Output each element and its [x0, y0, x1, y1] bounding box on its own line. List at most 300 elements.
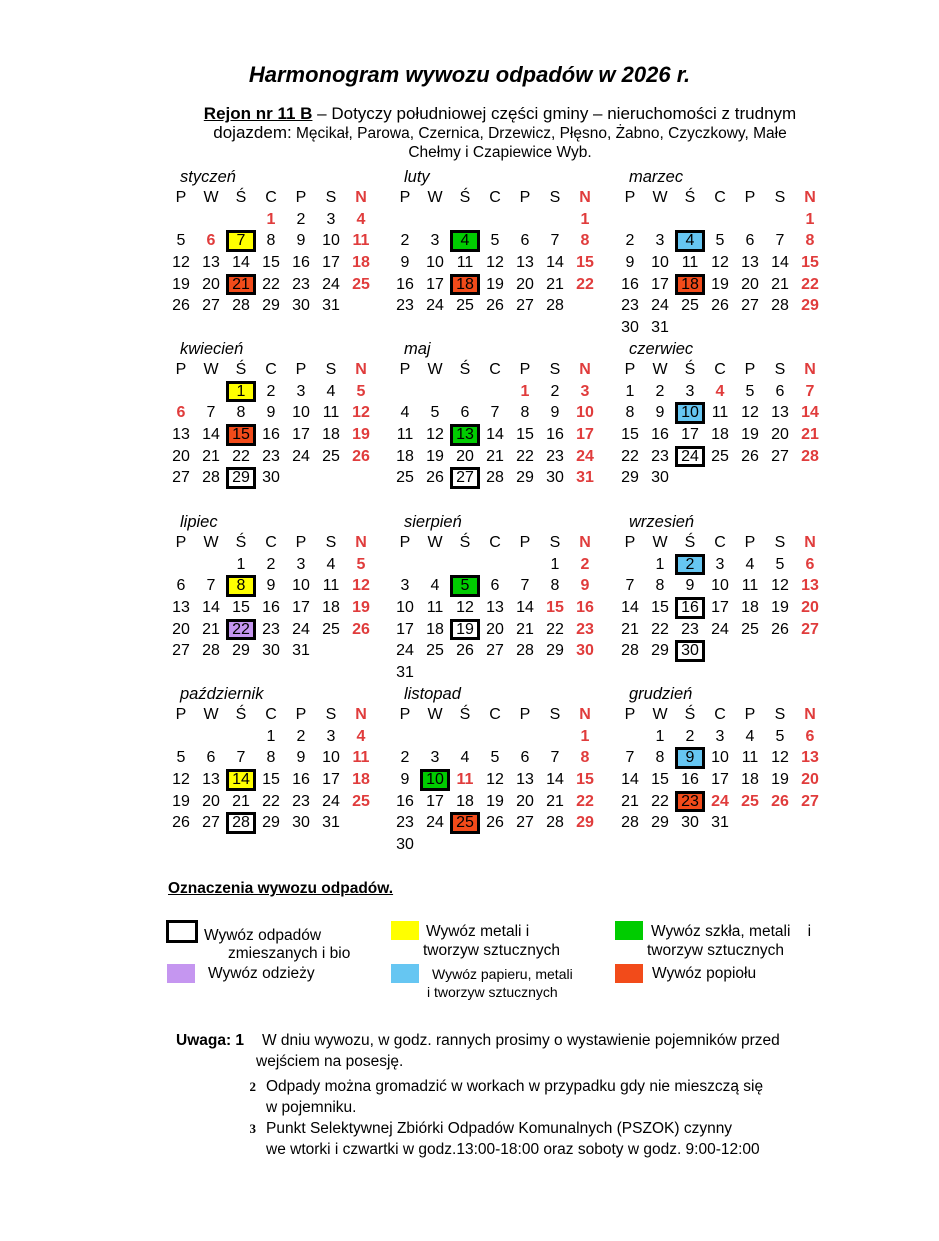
legend-swatch-mixed	[166, 920, 198, 943]
legend-ash: Wywóz popiołu	[652, 965, 757, 982]
collection-day: 29	[226, 467, 256, 489]
day-cell: 24	[292, 447, 310, 465]
day-cell: 20	[516, 275, 534, 293]
collection-day: 5	[450, 575, 480, 597]
day-cell: 27	[801, 792, 819, 810]
day-cell: 2	[685, 727, 695, 745]
day-cell: 18	[711, 426, 729, 444]
day-cell: 16	[396, 275, 414, 293]
day-cell: 19	[172, 792, 190, 810]
day-cell: 10	[292, 404, 310, 422]
weekday-header: Ś	[459, 189, 471, 206]
collection-day: 27	[450, 467, 480, 489]
weekday-header: Ś	[235, 706, 247, 723]
day-cell: 23	[576, 620, 594, 638]
day-cell: 25	[741, 620, 759, 638]
day-cell: 17	[292, 599, 310, 617]
day-cell: 25	[426, 642, 444, 660]
day-cell: 27	[202, 297, 220, 315]
day-cell: 14	[801, 404, 819, 422]
month-name: wrzesień	[629, 513, 695, 531]
day-cell: 27	[741, 297, 759, 315]
day-cell: 10	[651, 254, 669, 272]
day-cell: 28	[202, 642, 220, 660]
day-cell: 17	[322, 254, 340, 272]
legend-metal-line2: tworzyw sztucznych	[423, 942, 560, 959]
legend-metal-line1: Wywóz metali i	[426, 923, 530, 940]
weekday-header: P	[744, 361, 756, 378]
weekday-header: N	[804, 534, 816, 551]
day-cell: 3	[296, 555, 306, 573]
day-cell: 13	[771, 404, 789, 422]
empty-cell	[480, 554, 510, 576]
day-cell: 1	[655, 727, 665, 745]
empty-cell	[675, 209, 705, 231]
weekday-header: S	[549, 361, 561, 378]
day-cell: 16	[681, 771, 699, 789]
day-cell: 8	[805, 232, 815, 250]
day-cell: 26	[486, 814, 504, 832]
day-cell: 6	[206, 232, 216, 250]
collection-day: 14	[226, 769, 256, 791]
weekday-header: W	[652, 706, 668, 723]
page-title: Harmonogram wywozu odpadów w 2026 r.	[248, 62, 691, 87]
day-cell: 17	[651, 275, 669, 293]
day-cell: 20	[516, 792, 534, 810]
weekday-header: P	[744, 706, 756, 723]
day-cell: 24	[426, 297, 444, 315]
weekday-header: N	[355, 361, 367, 378]
day-cell: 26	[352, 620, 370, 638]
day-cell: 15	[262, 771, 280, 789]
day-cell: 23	[651, 447, 669, 465]
day-cell: 24	[322, 792, 340, 810]
weekday-header: P	[295, 706, 307, 723]
empty-cell	[510, 209, 540, 231]
day-cell: 24	[576, 447, 594, 465]
day-cell: 27	[516, 297, 534, 315]
day-cell: 20	[801, 599, 819, 617]
collection-day: 15	[226, 424, 256, 446]
day-cell: 29	[262, 814, 280, 832]
empty-cell	[450, 209, 480, 231]
day-cell: 19	[352, 599, 370, 617]
collection-day: 24	[675, 446, 705, 468]
day-cell: 10	[711, 577, 729, 595]
day-cell: 27	[801, 620, 819, 638]
day-cell: 12	[711, 254, 729, 272]
day-cell: 3	[715, 555, 725, 573]
day-cell: 20	[741, 275, 759, 293]
day-cell: 8	[655, 577, 665, 595]
day-cell: 30	[681, 814, 699, 832]
weekday-header: Ś	[459, 706, 471, 723]
collection-day: 2	[675, 554, 705, 576]
weekday-header: S	[549, 706, 561, 723]
month-2	[390, 167, 600, 317]
day-cell: 11	[681, 254, 699, 272]
day-cell: 17	[576, 426, 594, 444]
day-cell: 30	[262, 642, 280, 660]
day-cell: 29	[232, 642, 250, 660]
day-cell: 19	[771, 599, 789, 617]
day-cell: 16	[546, 426, 564, 444]
day-cell: 27	[771, 447, 789, 465]
day-cell: 28	[801, 447, 819, 465]
day-cell: 9	[625, 254, 635, 272]
day-cell: 31	[651, 319, 669, 337]
weekday-header: P	[295, 189, 307, 206]
day-cell: 22	[651, 620, 669, 638]
legend-swatch-ash	[615, 964, 643, 983]
empty-cell	[450, 381, 480, 403]
day-cell: 5	[775, 727, 785, 745]
day-cell: 13	[172, 426, 190, 444]
month-name: styczeń	[180, 168, 236, 186]
region-places-1: Męcikał, Parowa, Czernica, Drzewicz, Płęsno, Żabno, Czyczkowy, Małe	[291, 125, 787, 142]
weekday-header: S	[549, 534, 561, 551]
collection-day: 18	[675, 274, 705, 296]
day-cell: 17	[681, 426, 699, 444]
day-cell: 6	[775, 382, 785, 400]
day-cell: 11	[322, 404, 340, 422]
day-cell: 2	[625, 232, 635, 250]
day-cell: 15	[576, 771, 594, 789]
month-name: kwiecień	[180, 340, 244, 358]
month-name: lipiec	[180, 513, 218, 531]
day-cell: 8	[236, 404, 246, 422]
weekday-header: P	[399, 706, 411, 723]
weekday-header: S	[774, 706, 786, 723]
day-cell: 21	[202, 620, 220, 638]
empty-cell	[196, 726, 226, 748]
day-cell: 22	[621, 447, 639, 465]
day-cell: 7	[206, 404, 216, 422]
day-cell: 22	[651, 792, 669, 810]
day-cell: 10	[396, 599, 414, 617]
day-cell: 15	[232, 599, 250, 617]
month-12	[615, 684, 825, 834]
empty-cell	[480, 726, 510, 748]
day-cell: 31	[576, 469, 594, 487]
weekday-header: C	[265, 189, 277, 206]
day-cell: 8	[520, 404, 530, 422]
day-cell: 28	[232, 297, 250, 315]
day-cell: 6	[460, 404, 470, 422]
month-8	[390, 512, 600, 684]
weekday-header: S	[549, 189, 561, 206]
month-4	[166, 339, 376, 489]
day-cell: 12	[771, 577, 789, 595]
day-cell: 16	[292, 771, 310, 789]
notes	[176, 1030, 836, 1160]
weekday-header: C	[489, 706, 501, 723]
day-cell: 2	[550, 382, 560, 400]
collection-day: 21	[226, 274, 256, 296]
weekday-header: P	[399, 534, 411, 551]
day-cell: 21	[621, 620, 639, 638]
day-cell: 26	[456, 642, 474, 660]
day-cell: 1	[236, 555, 246, 573]
empty-cell	[615, 554, 645, 576]
day-cell: 6	[520, 749, 530, 767]
day-cell: 25	[396, 469, 414, 487]
empty-cell	[615, 726, 645, 748]
weekday-header: P	[175, 189, 187, 206]
day-cell: 6	[805, 555, 815, 573]
weekday-header: W	[652, 534, 668, 551]
day-cell: 16	[576, 599, 594, 617]
day-cell: 29	[651, 814, 669, 832]
day-cell: 13	[801, 577, 819, 595]
month-name: maj	[404, 340, 431, 358]
month-name: listopad	[404, 685, 461, 703]
month-name: marzec	[629, 168, 684, 186]
day-cell: 7	[625, 577, 635, 595]
day-cell: 22	[516, 447, 534, 465]
day-cell: 4	[356, 210, 366, 228]
day-cell: 18	[741, 599, 759, 617]
day-cell: 1	[266, 210, 276, 228]
month-name: czerwiec	[629, 340, 694, 358]
weekday-header: N	[579, 189, 591, 206]
collection-day: 16	[675, 597, 705, 619]
region-access-label: dojazdem:	[213, 123, 292, 142]
day-cell: 14	[771, 254, 789, 272]
day-cell: 20	[202, 792, 220, 810]
weekday-header: C	[489, 534, 501, 551]
weekday-header: P	[519, 534, 531, 551]
day-cell: 11	[741, 749, 759, 767]
day-cell: 12	[352, 577, 370, 595]
day-cell: 24	[711, 792, 729, 810]
note-2-number: 2	[249, 1079, 256, 1094]
collection-day: 4	[450, 230, 480, 252]
empty-cell	[510, 726, 540, 748]
day-cell: 7	[805, 382, 815, 400]
day-cell: 11	[396, 426, 414, 444]
day-cell: 17	[711, 771, 729, 789]
day-cell: 20	[486, 620, 504, 638]
day-cell: 30	[292, 297, 310, 315]
day-cell: 2	[266, 555, 276, 573]
day-cell: 5	[176, 749, 186, 767]
day-cell: 3	[326, 210, 336, 228]
day-cell: 29	[651, 642, 669, 660]
month-10	[166, 684, 376, 834]
collection-day: 19	[450, 619, 480, 641]
legend-glass-line1: Wywóz szkła, metali i	[651, 923, 812, 940]
weekday-header: S	[774, 534, 786, 551]
day-cell: 18	[396, 447, 414, 465]
day-cell: 10	[711, 749, 729, 767]
weekday-header: Ś	[235, 189, 247, 206]
day-cell: 31	[322, 297, 340, 315]
weekday-header: P	[519, 706, 531, 723]
day-cell: 20	[172, 447, 190, 465]
day-cell: 2	[296, 727, 306, 745]
empty-cell	[196, 554, 226, 576]
day-cell: 23	[396, 814, 414, 832]
day-cell: 5	[490, 232, 500, 250]
day-cell: 18	[456, 792, 474, 810]
day-cell: 12	[456, 599, 474, 617]
day-cell: 12	[426, 426, 444, 444]
day-cell: 5	[715, 232, 725, 250]
day-cell: 11	[426, 599, 444, 617]
month-1	[166, 167, 376, 317]
weekday-header: C	[714, 706, 726, 723]
day-cell: 19	[486, 275, 504, 293]
empty-cell	[540, 209, 570, 231]
legend-swatch-metal	[391, 921, 419, 940]
note-3-number: 3	[249, 1121, 256, 1136]
day-cell: 20	[172, 620, 190, 638]
collection-day: 22	[226, 619, 256, 641]
day-cell: 12	[172, 254, 190, 272]
empty-cell	[390, 554, 420, 576]
day-cell: 30	[651, 469, 669, 487]
weekday-header: N	[579, 706, 591, 723]
day-cell: 18	[426, 620, 444, 638]
day-cell: 22	[262, 275, 280, 293]
day-cell: 24	[651, 297, 669, 315]
weekday-header: Ś	[684, 189, 696, 206]
day-cell: 15	[262, 254, 280, 272]
empty-cell	[645, 209, 675, 231]
day-cell: 29	[546, 642, 564, 660]
day-cell: 8	[550, 577, 560, 595]
day-cell: 27	[516, 814, 534, 832]
day-cell: 26	[172, 814, 190, 832]
day-cell: 24	[396, 642, 414, 660]
day-cell: 8	[266, 749, 276, 767]
day-cell: 6	[745, 232, 755, 250]
day-cell: 19	[486, 792, 504, 810]
weekday-header: Ś	[684, 706, 696, 723]
day-cell: 24	[711, 620, 729, 638]
day-cell: 15	[621, 426, 639, 444]
day-cell: 21	[771, 275, 789, 293]
weekday-header: W	[427, 361, 443, 378]
day-cell: 21	[801, 426, 819, 444]
weekday-header: Ś	[459, 361, 471, 378]
day-cell: 25	[322, 620, 340, 638]
day-cell: 15	[801, 254, 819, 272]
day-cell: 31	[711, 814, 729, 832]
weekday-header: W	[203, 706, 219, 723]
day-cell: 29	[576, 814, 594, 832]
day-cell: 26	[426, 469, 444, 487]
day-cell: 21	[546, 792, 564, 810]
empty-cell	[226, 209, 256, 231]
day-cell: 23	[262, 447, 280, 465]
day-cell: 3	[430, 749, 440, 767]
day-cell: 11	[352, 749, 370, 767]
legend-paper-line1: Wywóz papieru, metali	[432, 966, 573, 982]
day-cell: 16	[651, 426, 669, 444]
note-3-line1: Punkt Selektywnej Zbiórki Odpadów Komunalnych (PSZOK) czynny	[266, 1120, 733, 1137]
day-cell: 8	[580, 232, 590, 250]
note-1-line2: wejściem na posesję.	[256, 1053, 404, 1070]
day-cell: 5	[356, 382, 366, 400]
day-cell: 7	[520, 577, 530, 595]
day-cell: 19	[352, 426, 370, 444]
day-cell: 28	[621, 814, 639, 832]
collection-day: 8	[226, 575, 256, 597]
collection-day: 23	[675, 791, 705, 813]
empty-cell	[166, 209, 196, 231]
region-scope: – Dotyczy południowej części gminy – nieruchomości z trudnym	[312, 104, 797, 123]
collection-day: 7	[226, 230, 256, 252]
weekday-header: W	[652, 189, 668, 206]
day-cell: 3	[655, 232, 665, 250]
weekday-header: W	[427, 534, 443, 551]
empty-cell	[196, 209, 226, 231]
day-cell: 22	[262, 792, 280, 810]
weekday-header: N	[804, 361, 816, 378]
month-7	[166, 512, 376, 662]
weekday-header: P	[624, 534, 636, 551]
day-cell: 25	[456, 297, 474, 315]
day-cell: 30	[621, 319, 639, 337]
weekday-header: C	[265, 361, 277, 378]
day-cell: 24	[322, 275, 340, 293]
day-cell: 21	[486, 447, 504, 465]
day-cell: 26	[172, 297, 190, 315]
collection-day: 25	[450, 812, 480, 834]
day-cell: 21	[546, 275, 564, 293]
weekday-header: P	[175, 706, 187, 723]
legend-paper-line2: i tworzyw sztucznych	[427, 984, 558, 1000]
day-cell: 8	[625, 404, 635, 422]
empty-cell	[420, 381, 450, 403]
day-cell: 11	[456, 771, 474, 789]
day-cell: 22	[232, 447, 250, 465]
day-cell: 17	[711, 599, 729, 617]
weekday-header: Ś	[684, 361, 696, 378]
weekday-header: Ś	[459, 534, 471, 551]
day-cell: 3	[326, 727, 336, 745]
weekday-header: W	[652, 361, 668, 378]
day-cell: 17	[426, 275, 444, 293]
weekday-header: W	[203, 189, 219, 206]
day-cell: 28	[771, 297, 789, 315]
day-cell: 9	[296, 232, 306, 250]
day-cell: 22	[546, 620, 564, 638]
empty-cell	[420, 209, 450, 231]
weekday-header: W	[427, 706, 443, 723]
day-cell: 13	[516, 771, 534, 789]
day-cell: 25	[711, 447, 729, 465]
day-cell: 13	[202, 771, 220, 789]
day-cell: 2	[400, 232, 410, 250]
day-cell: 1	[266, 727, 276, 745]
day-cell: 4	[460, 749, 470, 767]
day-cell: 31	[322, 814, 340, 832]
day-cell: 3	[430, 232, 440, 250]
region-name: Rejon nr 11 B	[203, 104, 313, 123]
day-cell: 3	[715, 727, 725, 745]
collection-day: 10	[420, 769, 450, 791]
empty-cell	[166, 554, 196, 576]
day-cell: 12	[741, 404, 759, 422]
day-cell: 13	[516, 254, 534, 272]
legend-swatch-clothes	[167, 964, 195, 983]
weekday-header: S	[325, 534, 337, 551]
day-cell: 1	[625, 382, 635, 400]
empty-cell	[390, 381, 420, 403]
